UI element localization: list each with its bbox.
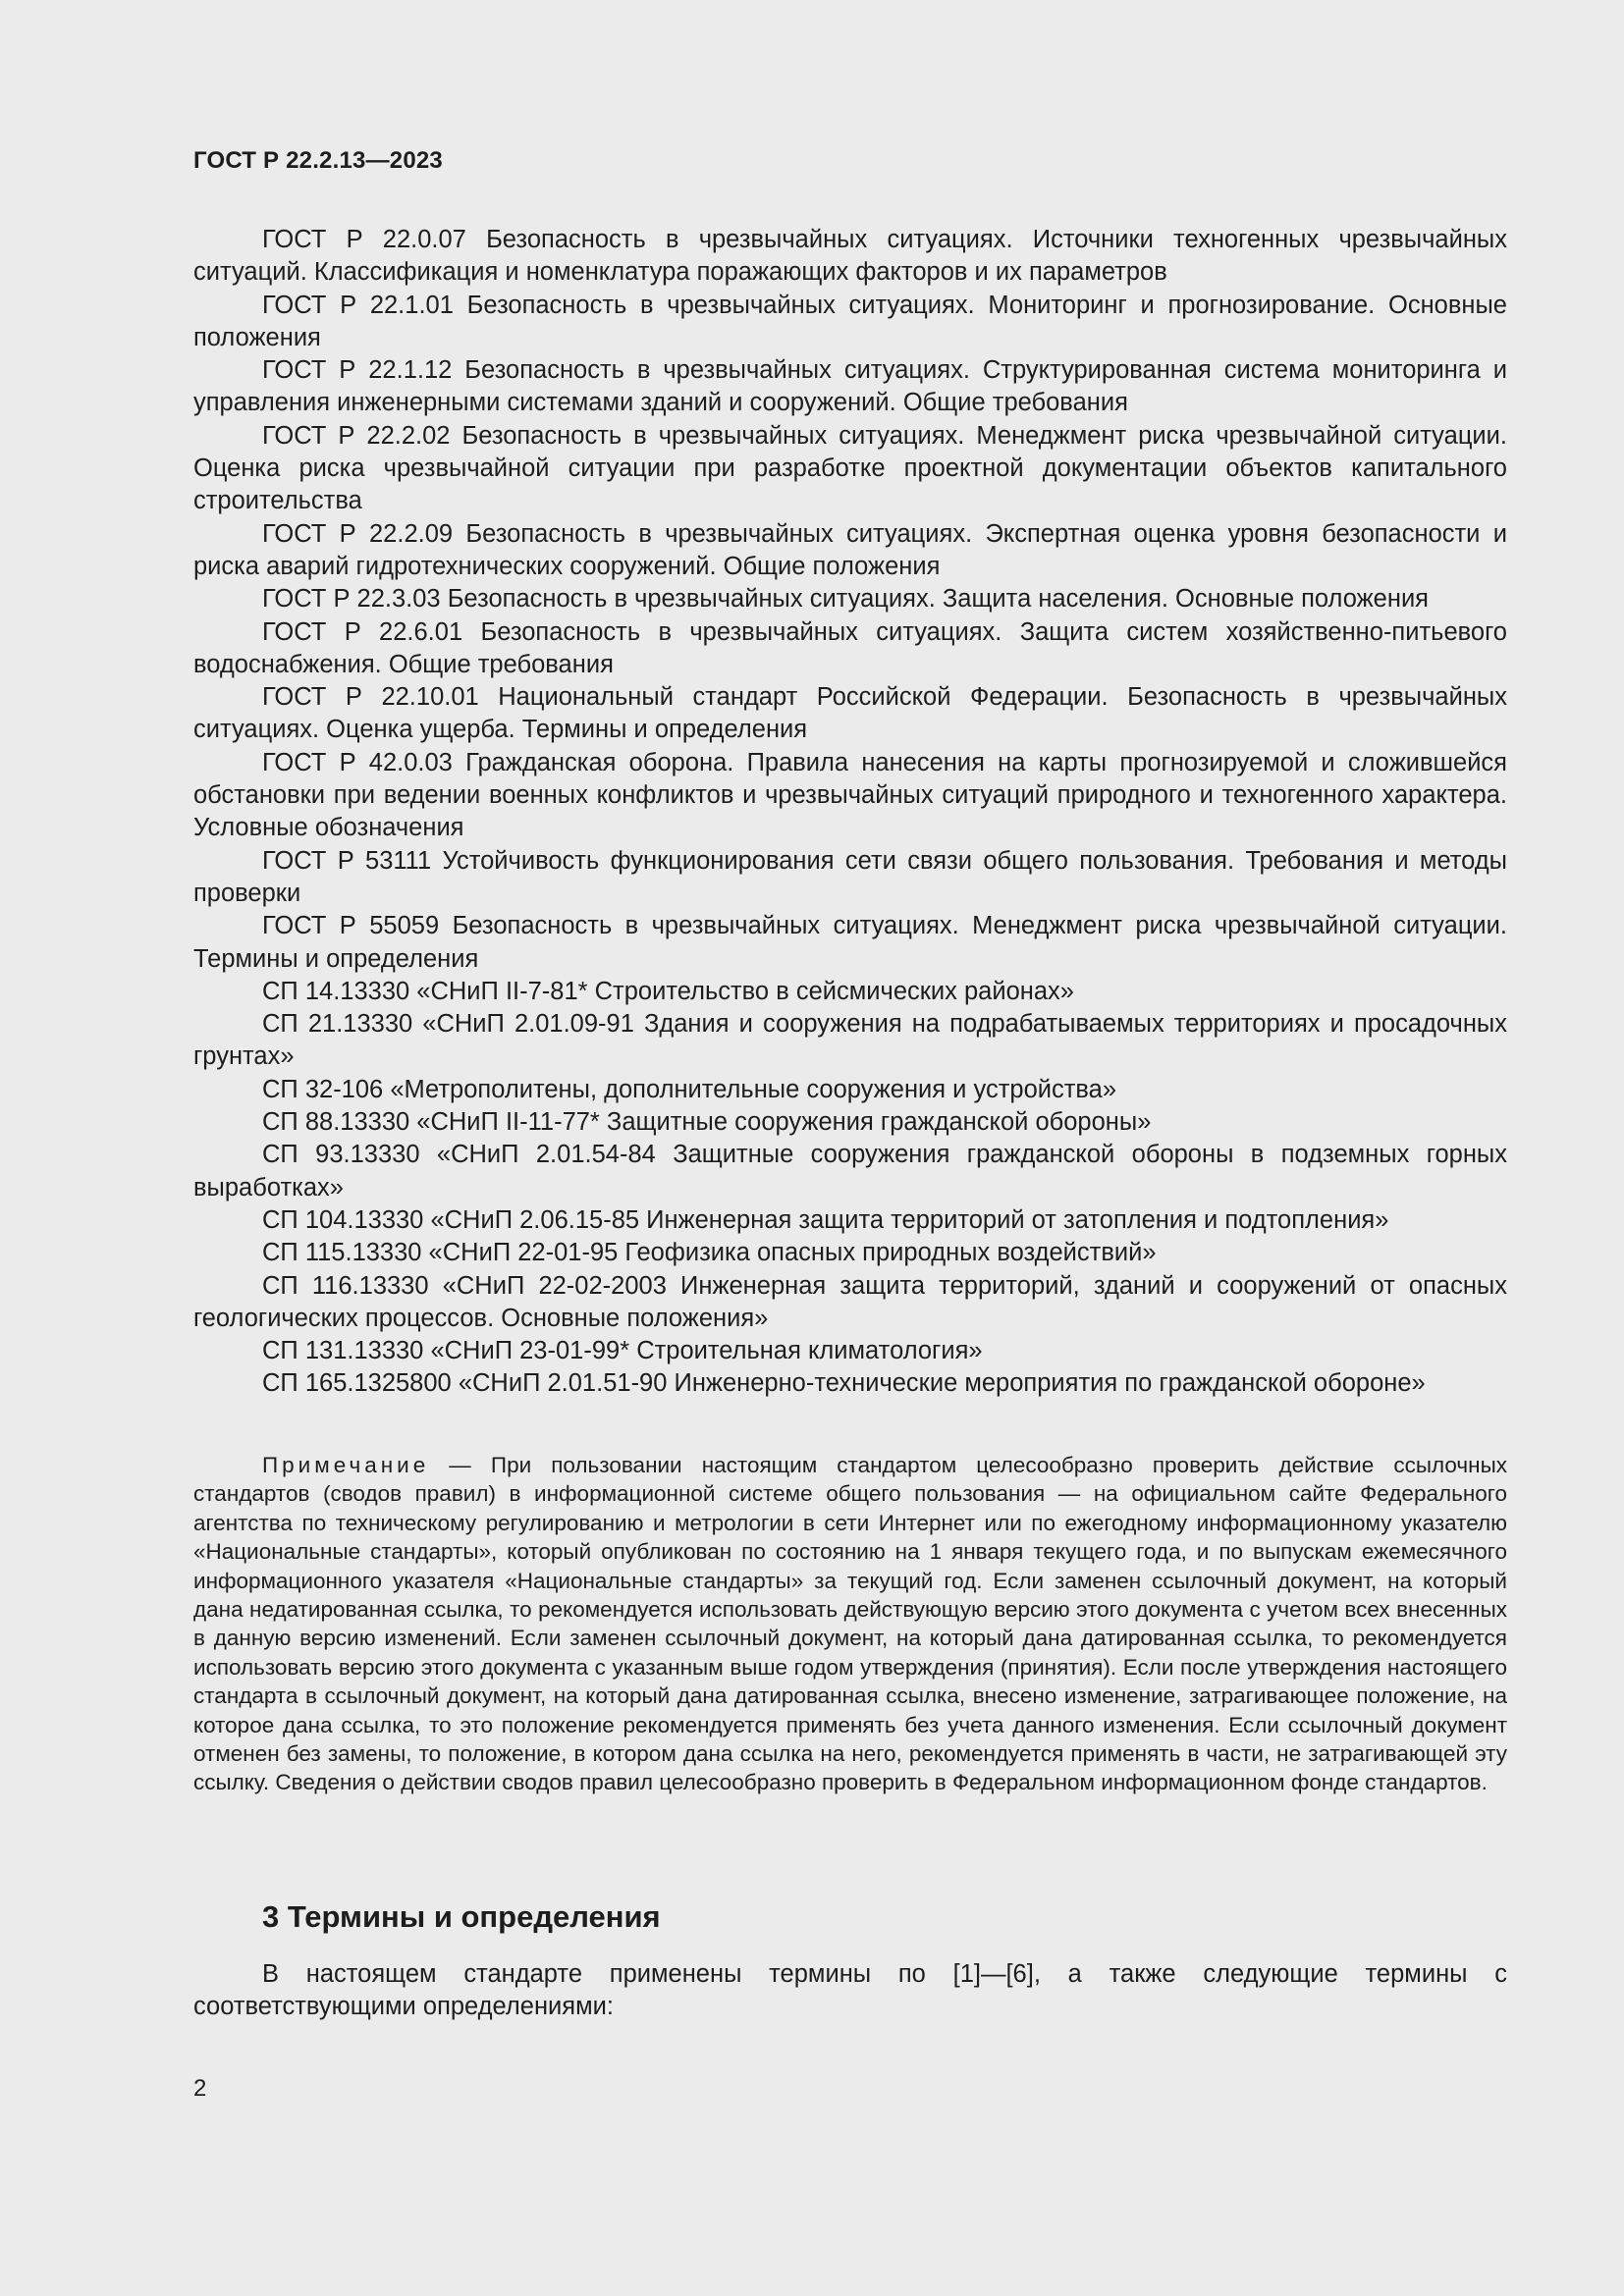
reference-item: СП 21.13330 «СНиП 2.01.09-91 Здания и сооружения на подрабатываемых территориях и просадочных грунтах» bbox=[193, 1010, 1507, 1071]
note-label: Примечание bbox=[262, 1453, 430, 1477]
reference-item: ГОСТ Р 22.2.02 Безопасность в чрезвычайных ситуациях. Менеджмент риска чрезвычайной ситуации. Оценка риска чрезвычайной ситуации при разработке проектной документации объектов капитального строительства bbox=[193, 421, 1507, 515]
reference-item: СП 32-106 «Метрополитены, дополнительные сооружения и устройства» bbox=[262, 1075, 1117, 1103]
normative-references-list bbox=[193, 224, 1507, 1401]
note-dash: — bbox=[429, 1453, 491, 1477]
note-text: При пользовании настоящим стандартом целесообразно проверить действие ссылочных стандартов (сводов правил) в информационной системе общего пользования — на официальном сайте Федерального агентства по техническому регулированию и метрологии в сети Интернет или по ежегодному информационному указателю «Национальные стандарты», который опубликован по состоянию на 1 января текущего года, и по выпускам ежемесячного информационного указателя «Национальные стандарты» за текущий год. Если заменен ссылочный документ, на который дана недатированная ссылка, то рекомендуется использовать действующую версию этого документа с учетом всех внесенных в данную версию изменений. Если заменен ссылочный документ, на который дана датированная ссылка, то рекомендуется использовать версию этого документа с указанным выше годом утверждения (принятия). Если после утверждения настоящего стандарта в ссылочный документ, на который дана датированная ссылка, внесено изменение, затрагивающее положение, на которое дана ссылка, то это положение рекомендуется применять без учета данного изменения. Если ссылочный документ отменен без замены, то положение, в котором дана ссылка на него, рекомендуется применять в части, не затрагивающей эту ссылку. Сведения о действии сводов правил целесообразно проверить в Федеральном информационном фонде стандартов. bbox=[193, 1453, 1507, 1795]
document-header-code: ГОСТ Р 22.2.13—2023 bbox=[193, 147, 443, 174]
reference-item: ГОСТ Р 53111 Устойчивость функционирования сети связи общего пользования. Требования и методы проверки bbox=[193, 846, 1507, 907]
reference-item: ГОСТ Р 22.10.01 Национальный стандарт Российской Федерации. Безопасность в чрезвычайных ситуациях. Оценка ущерба. Термины и определения bbox=[193, 683, 1507, 744]
page-number: 2 bbox=[193, 2075, 207, 2102]
reference-item: ГОСТ Р 42.0.03 Гражданская оборона. Правила нанесения на карты прогнозируемой и сложившейся обстановки при ведении военных конфликтов и чрезвычайных ситуаций природного и техногенного характера. Условные обозначения bbox=[193, 748, 1507, 842]
section-intro: В настоящем стандарте применены термины по [1]—[6], а также следующие термины с соответствующими определениями: bbox=[193, 1960, 1507, 2021]
reference-item: СП 116.13330 «СНиП 22-02-2003 Инженерная защита территорий, зданий и сооружений от опасных геологических процессов. Основные положения» bbox=[193, 1271, 1507, 1332]
reference-item: СП 88.13330 «СНиП II-11-77* Защитные сооружения гражданской обороны» bbox=[262, 1108, 1152, 1137]
reference-item: ГОСТ Р 22.3.03 Безопасность в чрезвычайных ситуациях. Защита населения. Основные положения bbox=[262, 585, 1429, 614]
reference-item: ГОСТ Р 55059 Безопасность в чрезвычайных ситуациях. Менеджмент риска чрезвычайной ситуации. Термины и определения bbox=[193, 912, 1507, 973]
reference-item: СП 104.13330 «СНиП 2.06.15-85 Инженерная защита территорий от затопления и подтопления» bbox=[262, 1205, 1389, 1234]
reference-item: ГОСТ Р 22.2.09 Безопасность в чрезвычайных ситуациях. Экспертная оценка уровня безопасности и риска аварий гидротехнических сооружений. Общие положения bbox=[193, 519, 1507, 580]
reference-item: СП 14.13330 «СНиП II-7-81* Строительство в сейсмических районах» bbox=[262, 977, 1074, 1005]
reference-item: СП 93.13330 «СНиП 2.01.54-84 Защитные сооружения гражданской обороны в подземных горных выработках» bbox=[193, 1141, 1507, 1201]
reference-item: СП 115.13330 «СНиП 22-01-95 Геофизика опасных природных воздействий» bbox=[262, 1239, 1157, 1267]
reference-item: ГОСТ Р 22.1.12 Безопасность в чрезвычайных ситуациях. Структурированная система мониторинга и управления инженерными системами зданий и сооружений. Общие требования bbox=[193, 356, 1507, 417]
reference-item: ГОСТ Р 22.6.01 Безопасность в чрезвычайных ситуациях. Защита систем хозяйственно-питьевого водоснабжения. Общие требования bbox=[193, 617, 1507, 678]
reference-note bbox=[193, 1451, 1507, 1797]
section-title: 3 Термины и определения bbox=[262, 1899, 661, 1934]
reference-item: СП 165.1325800 «СНиП 2.01.51-90 Инженерно-технические мероприятия по гражданской обороне» bbox=[262, 1369, 1426, 1398]
reference-item: ГОСТ Р 22.1.01 Безопасность в чрезвычайных ситуациях. Мониторинг и прогнозирование. Основные положения bbox=[193, 291, 1507, 351]
reference-item: СП 131.13330 «СНиП 23-01-99* Строительная климатология» bbox=[262, 1337, 983, 1365]
reference-item: ГОСТ Р 22.0.07 Безопасность в чрезвычайных ситуациях. Источники техногенных чрезвычайных ситуаций. Классификация и номенклатура поражающих факторов и их параметров bbox=[193, 226, 1507, 287]
